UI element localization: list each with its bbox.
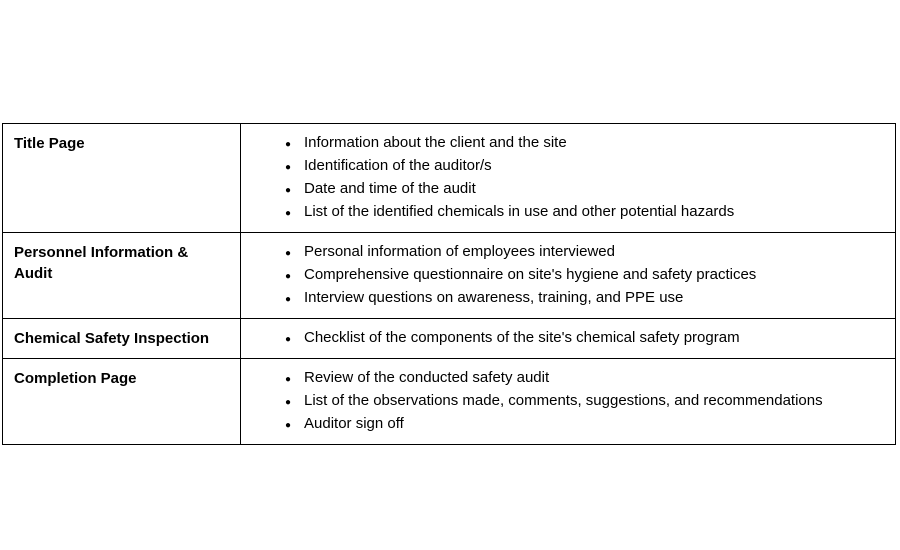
bullet-icon: ● bbox=[285, 139, 292, 150]
list-item-text: Comprehensive questionnaire on site's hygiene and safety practices bbox=[304, 266, 757, 283]
table-row-completion-page bbox=[3, 359, 896, 445]
section-cell: Chemical Safety Inspection bbox=[3, 319, 241, 359]
list-item-text: Checklist of the components of the site's chemical safety program bbox=[304, 329, 740, 346]
list-item bbox=[285, 287, 885, 310]
list-item-text: List of the observations made, comments, suggestions, and recommendations bbox=[304, 392, 823, 409]
contents-table bbox=[2, 123, 896, 445]
details-cell bbox=[241, 233, 896, 319]
list-item-text: Personal information of employees interviewed bbox=[304, 243, 615, 260]
section-cell: Personnel Information & Audit bbox=[3, 233, 241, 319]
list-item bbox=[285, 241, 885, 264]
list-item-text: Auditor sign off bbox=[304, 415, 404, 432]
list-item-text: Review of the conducted safety audit bbox=[304, 369, 550, 386]
details-cell bbox=[241, 359, 896, 445]
list-item bbox=[285, 327, 885, 350]
bullet-icon: ● bbox=[285, 374, 292, 385]
table-row-chemical-safety bbox=[3, 319, 896, 359]
bullet-icon: ● bbox=[285, 294, 292, 305]
list-item bbox=[285, 178, 885, 201]
list-item-text: Identification of the auditor/s bbox=[304, 157, 492, 174]
bullet-list bbox=[241, 327, 885, 350]
list-item-text: List of the identified chemicals in use and other potential hazards bbox=[304, 203, 735, 220]
bullet-icon: ● bbox=[285, 271, 292, 282]
bullet-icon: ● bbox=[285, 248, 292, 259]
section-cell: Completion Page bbox=[3, 359, 241, 445]
bullet-list bbox=[241, 132, 885, 224]
details-cell bbox=[241, 319, 896, 359]
table-row-personnel-information bbox=[3, 233, 896, 319]
list-item-text: Interview questions on awareness, training, and PPE use bbox=[304, 289, 684, 306]
list-item bbox=[285, 132, 885, 155]
bullet-icon: ● bbox=[285, 334, 292, 345]
list-item-text: Date and time of the audit bbox=[304, 180, 476, 197]
bullet-list bbox=[241, 241, 885, 310]
list-item-text: Information about the client and the site bbox=[304, 134, 567, 151]
section-cell: Title Page bbox=[3, 124, 241, 233]
bullet-icon: ● bbox=[285, 162, 292, 173]
details-cell bbox=[241, 124, 896, 233]
list-item bbox=[285, 155, 885, 178]
list-item bbox=[285, 413, 885, 436]
table-row-title-page bbox=[3, 124, 896, 233]
bullet-icon: ● bbox=[285, 185, 292, 196]
list-item bbox=[285, 201, 885, 224]
bullet-list bbox=[241, 367, 885, 436]
list-item bbox=[285, 264, 885, 287]
list-item bbox=[285, 367, 885, 390]
bullet-icon: ● bbox=[285, 208, 292, 219]
list-item bbox=[285, 390, 885, 413]
bullet-icon: ● bbox=[285, 397, 292, 408]
bullet-icon: ● bbox=[285, 420, 292, 431]
